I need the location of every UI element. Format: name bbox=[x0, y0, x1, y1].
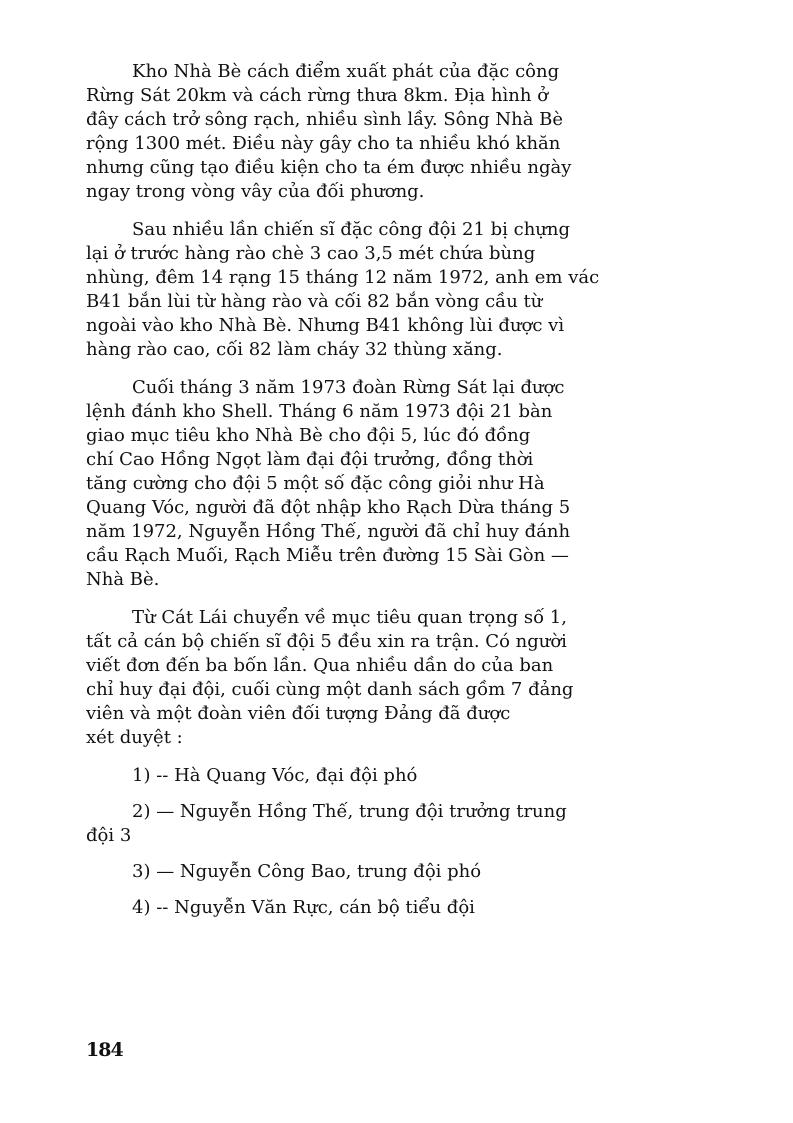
paragraph-3 bbox=[86, 376, 711, 592]
text-line: Kho Nhà Bè cách điểm xuất phát của đặc công bbox=[132, 61, 560, 82]
text-line: ngay trong vòng vây của đối phương. bbox=[86, 181, 425, 202]
text-line: chỉ huy đại đội, cuối cùng một danh sách gồm 7 đảng bbox=[86, 679, 574, 700]
book-page bbox=[86, 60, 711, 1100]
text-line: ngoài vào kho Nhà Bè. Nhưng B41 không lùi được vì bbox=[86, 315, 565, 336]
list-item bbox=[86, 860, 711, 884]
text-line: lại ở trước hàng rào chè 3 cao 3,5 mét chứa bùng bbox=[86, 243, 536, 264]
paragraph-1 bbox=[86, 60, 711, 204]
text-line: Cuối tháng 3 năm 1973 đoàn Rừng Sát lại được bbox=[132, 377, 565, 398]
text-line: năm 1972, Nguyễn Hồng Thế, người đã chỉ huy đánh bbox=[86, 521, 571, 542]
text-line: lệnh đánh kho Shell. Tháng 6 năm 1973 đội 21 bàn bbox=[86, 401, 553, 422]
text-line: 2) — Nguyễn Hồng Thế, trung đội trưởng trung bbox=[132, 801, 567, 822]
text-line: cầu Rạch Muối, Rạch Miễu trên đường 15 Sài Gòn — bbox=[86, 545, 569, 566]
text-line: hàng rào cao, cối 82 làm cháy 32 thùng xăng. bbox=[86, 339, 503, 360]
text-line: viết đơn đến ba bốn lần. Qua nhiều dần do của ban bbox=[86, 655, 554, 676]
text-line: nhùng, đêm 14 rạng 15 tháng 12 năm 1972, anh em vác bbox=[86, 267, 600, 288]
text-line: 1) -- Hà Quang Vóc, đại đội phó bbox=[132, 765, 418, 786]
text-line: Sau nhiều lần chiến sĩ đặc công đội 21 bị chựng bbox=[132, 219, 571, 240]
text-line: Nhà Bè. bbox=[86, 569, 160, 590]
text-line: 4) -- Nguyễn Văn Rực, cán bộ tiểu đội bbox=[132, 897, 475, 918]
text-line: đội 3 bbox=[86, 825, 132, 846]
page-number: 184 bbox=[86, 1039, 123, 1061]
text-line: viên và một đoàn viên đối tượng Đảng đã được bbox=[86, 703, 511, 724]
text-line: đây cách trở sông rạch, nhiều sình lầy. Sông Nhà Bè bbox=[86, 109, 564, 130]
text-line: Quang Vóc, người đã đột nhập kho Rạch Dừa tháng 5 bbox=[86, 497, 571, 518]
text-line: tăng cường cho đội 5 một số đặc công giỏi như Hà bbox=[86, 473, 545, 494]
text-line: 3) — Nguyễn Công Bao, trung đội phó bbox=[132, 861, 482, 882]
text-line: giao mục tiêu kho Nhà Bè cho đội 5, lúc đó đồng bbox=[86, 425, 531, 446]
text-line: nhưng cũng tạo điều kiện cho ta ém được nhiều ngày bbox=[86, 157, 572, 178]
text-line: tất cả cán bộ chiến sĩ đội 5 đều xin ra trận. Có người bbox=[86, 631, 567, 652]
paragraph-4 bbox=[86, 606, 711, 750]
paragraph-2 bbox=[86, 218, 711, 362]
text-line: Từ Cát Lái chuyển về mục tiêu quan trọng số 1, bbox=[132, 607, 567, 628]
text-line: B41 bắn lùi từ hàng rào và cối 82 bắn vòng cầu từ bbox=[86, 291, 543, 312]
text-line: rộng 1300 mét. Điều này gây cho ta nhiều khó khăn bbox=[86, 133, 561, 154]
list-item bbox=[86, 764, 711, 788]
list-item bbox=[86, 800, 711, 848]
list-item bbox=[86, 896, 711, 920]
text-line: xét duyệt : bbox=[86, 727, 183, 748]
text-line: Rừng Sát 20km và cách rừng thưa 8km. Địa hình ở bbox=[86, 85, 549, 106]
text-line: chí Cao Hồng Ngọt làm đại đội trưởng, đồng thời bbox=[86, 449, 534, 470]
